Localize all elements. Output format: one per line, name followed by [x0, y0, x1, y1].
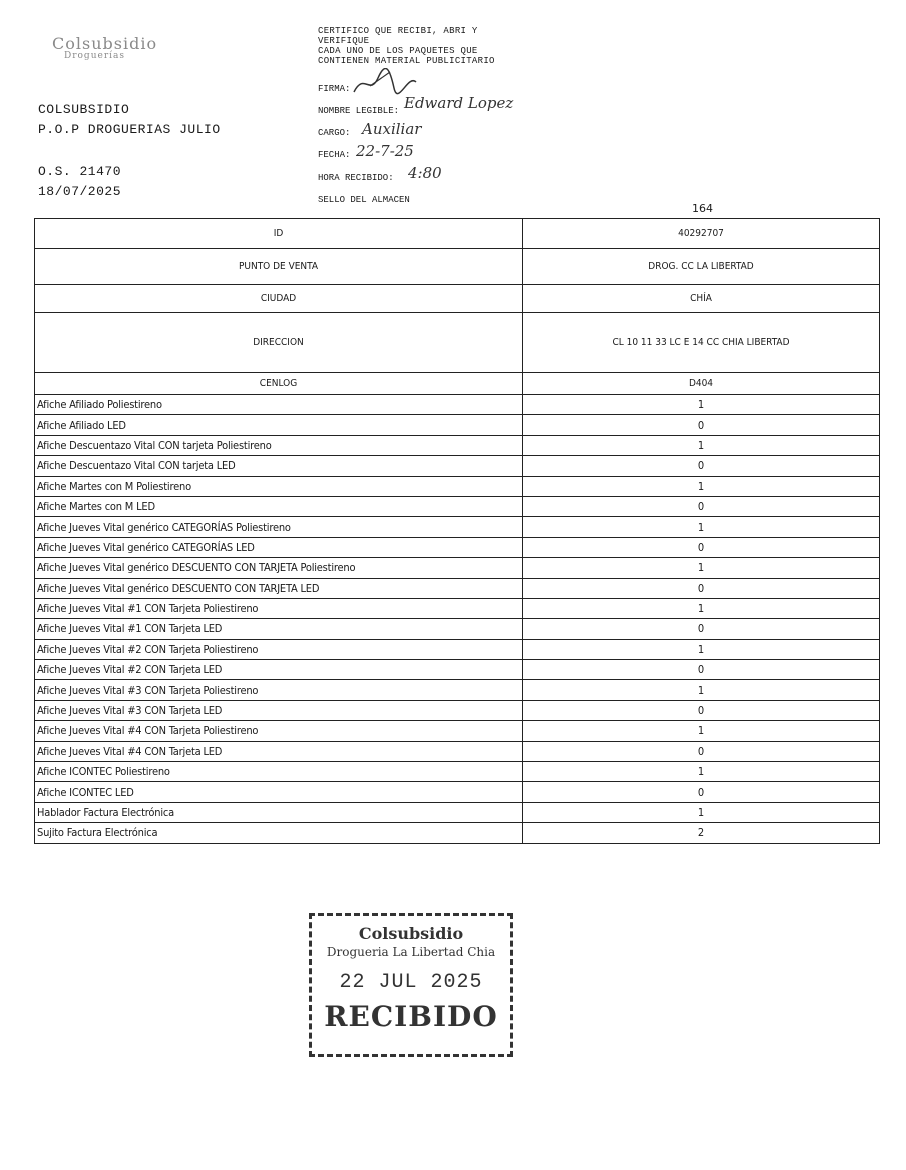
- item-name: Afiche Jueves Vital #3 CON Tarjeta Poliestireno: [35, 680, 523, 700]
- company-name: COLSUBSIDIO: [38, 102, 130, 117]
- header-row: [35, 373, 880, 395]
- table-row: [35, 435, 880, 455]
- item-quantity: 1: [523, 598, 880, 618]
- receipt-cert-line-2: VERIFIQUE: [318, 36, 370, 46]
- item-name: Afiche Jueves Vital #1 CON Tarjeta Poliestireno: [35, 598, 523, 618]
- table-row: [35, 721, 880, 741]
- header-value: CL 10 11 33 LC E 14 CC CHIA LIBERTAD: [523, 313, 880, 373]
- hora-label: HORA RECIBIDO:: [318, 173, 394, 183]
- item-name: Afiche Descuentazo Vital CON tarjeta Poliestireno: [35, 435, 523, 455]
- item-quantity: 1: [523, 517, 880, 537]
- order-number: O.S. 21470: [38, 164, 122, 179]
- table-row: [35, 700, 880, 720]
- inventory-table-body: [35, 219, 880, 844]
- item-quantity: 0: [523, 578, 880, 598]
- table-row: [35, 823, 880, 843]
- header-label: DIRECCION: [35, 313, 523, 373]
- item-quantity: 0: [523, 456, 880, 476]
- item-quantity: 0: [523, 537, 880, 557]
- table-row: [35, 558, 880, 578]
- inventory-table: [34, 218, 880, 844]
- sello-label: SELLO DEL ALMACEN: [318, 195, 410, 205]
- header-label: CENLOG: [35, 373, 523, 395]
- header-value: DROG. CC LA LIBERTAD: [523, 249, 880, 285]
- table-row: [35, 476, 880, 496]
- table-row: [35, 598, 880, 618]
- item-name: Afiche Jueves Vital genérico DESCUENTO CON TARJETA Poliestireno: [35, 558, 523, 578]
- table-row: [35, 762, 880, 782]
- item-name: Afiche Martes con M Poliestireno: [35, 476, 523, 496]
- table-row: [35, 456, 880, 476]
- item-name: Afiche Jueves Vital #4 CON Tarjeta LED: [35, 741, 523, 761]
- item-name: Sujito Factura Electrónica: [35, 823, 523, 843]
- fecha-label: FECHA:: [318, 150, 351, 160]
- stamp-brand: Colsubsidio: [358, 924, 464, 943]
- item-name: Afiche Jueves Vital #1 CON Tarjeta LED: [35, 619, 523, 639]
- receipt-cert-line-1: CERTIFICO QUE RECIBI, ABRI Y: [318, 26, 478, 36]
- nombre-label: NOMBRE LEGIBLE:: [318, 106, 400, 116]
- company-department: P.O.P DROGUERIAS JULIO: [38, 122, 221, 137]
- table-row: [35, 395, 880, 415]
- item-quantity: 1: [523, 762, 880, 782]
- table-row: [35, 619, 880, 639]
- table-row: [35, 578, 880, 598]
- logo-text: Colsubsidio: [52, 34, 158, 53]
- item-name: Hablador Factura Electrónica: [35, 802, 523, 822]
- item-quantity: 1: [523, 435, 880, 455]
- item-name: Afiche Descuentazo Vital CON tarjeta LED: [35, 456, 523, 476]
- table-row: [35, 660, 880, 680]
- stamp-place: Drogueria La Libertad Chia: [326, 945, 496, 959]
- header-row: [35, 313, 880, 373]
- item-quantity: 0: [523, 660, 880, 680]
- item-name: Afiche Jueves Vital #4 CON Tarjeta Poliestireno: [35, 721, 523, 741]
- table-row: [35, 537, 880, 557]
- item-name: Afiche ICONTEC LED: [35, 782, 523, 802]
- item-name: Afiche Jueves Vital #2 CON Tarjeta Poliestireno: [35, 639, 523, 659]
- header-label: ID: [35, 219, 523, 249]
- stamp-date: 22 JUL 2025: [339, 971, 483, 994]
- table-row: [35, 782, 880, 802]
- table-row: [35, 680, 880, 700]
- order-date: 18/07/2025: [38, 184, 122, 199]
- table-row: [35, 741, 880, 761]
- header-row: [35, 285, 880, 313]
- item-quantity: 1: [523, 476, 880, 496]
- stamp-status: RECIBIDO: [324, 1000, 498, 1033]
- item-quantity: 1: [523, 395, 880, 415]
- cargo-value: Auxiliar: [362, 120, 422, 138]
- item-name: Afiche ICONTEC Poliestireno: [35, 762, 523, 782]
- item-name: Afiche Martes con M LED: [35, 496, 523, 516]
- item-quantity: 0: [523, 782, 880, 802]
- item-quantity: 0: [523, 415, 880, 435]
- item-quantity: 1: [523, 802, 880, 822]
- header-label: PUNTO DE VENTA: [35, 249, 523, 285]
- table-row: [35, 802, 880, 822]
- firma-label: FIRMA:: [318, 84, 351, 94]
- hora-value: 4:80: [408, 164, 442, 182]
- cargo-label: CARGO:: [318, 128, 351, 138]
- fecha-value: 22-7-25: [356, 142, 414, 160]
- item-name: Afiche Jueves Vital genérico CATEGORÍAS LED: [35, 537, 523, 557]
- table-row: [35, 496, 880, 516]
- header-value: 40292707: [523, 219, 880, 249]
- item-quantity: 2: [523, 823, 880, 843]
- logo-subtext: Droguerías: [64, 51, 125, 61]
- header-row: [35, 219, 880, 249]
- receipt-cert-line-3: CADA UNO DE LOS PAQUETES QUE: [318, 46, 478, 56]
- item-quantity: 1: [523, 680, 880, 700]
- item-quantity: 0: [523, 700, 880, 720]
- item-quantity: 0: [523, 741, 880, 761]
- table-row: [35, 639, 880, 659]
- item-quantity: 1: [523, 558, 880, 578]
- table-row: [35, 517, 880, 537]
- receipt-cert-line-4: CONTIENEN MATERIAL PUBLICITARIO: [318, 56, 495, 66]
- item-name: Afiche Jueves Vital genérico DESCUENTO CON TARJETA LED: [35, 578, 523, 598]
- header-row: [35, 249, 880, 285]
- nombre-value: Edward Lopez: [404, 94, 514, 112]
- item-name: Afiche Jueves Vital genérico CATEGORÍAS Poliestireno: [35, 517, 523, 537]
- item-quantity: 1: [523, 721, 880, 741]
- item-quantity: 0: [523, 619, 880, 639]
- page-number: 164: [692, 202, 713, 215]
- table-row: [35, 415, 880, 435]
- item-name: Afiche Jueves Vital #2 CON Tarjeta LED: [35, 660, 523, 680]
- item-quantity: 0: [523, 496, 880, 516]
- item-name: Afiche Afiliado Poliestireno: [35, 395, 523, 415]
- item-quantity: 1: [523, 639, 880, 659]
- colsubsidio-logo: [52, 34, 172, 74]
- header-value: D404: [523, 373, 880, 395]
- received-stamp: [309, 913, 513, 1057]
- header-label: CIUDAD: [35, 285, 523, 313]
- item-name: Afiche Jueves Vital #3 CON Tarjeta LED: [35, 700, 523, 720]
- header-value: CHÍA: [523, 285, 880, 313]
- item-name: Afiche Afiliado LED: [35, 415, 523, 435]
